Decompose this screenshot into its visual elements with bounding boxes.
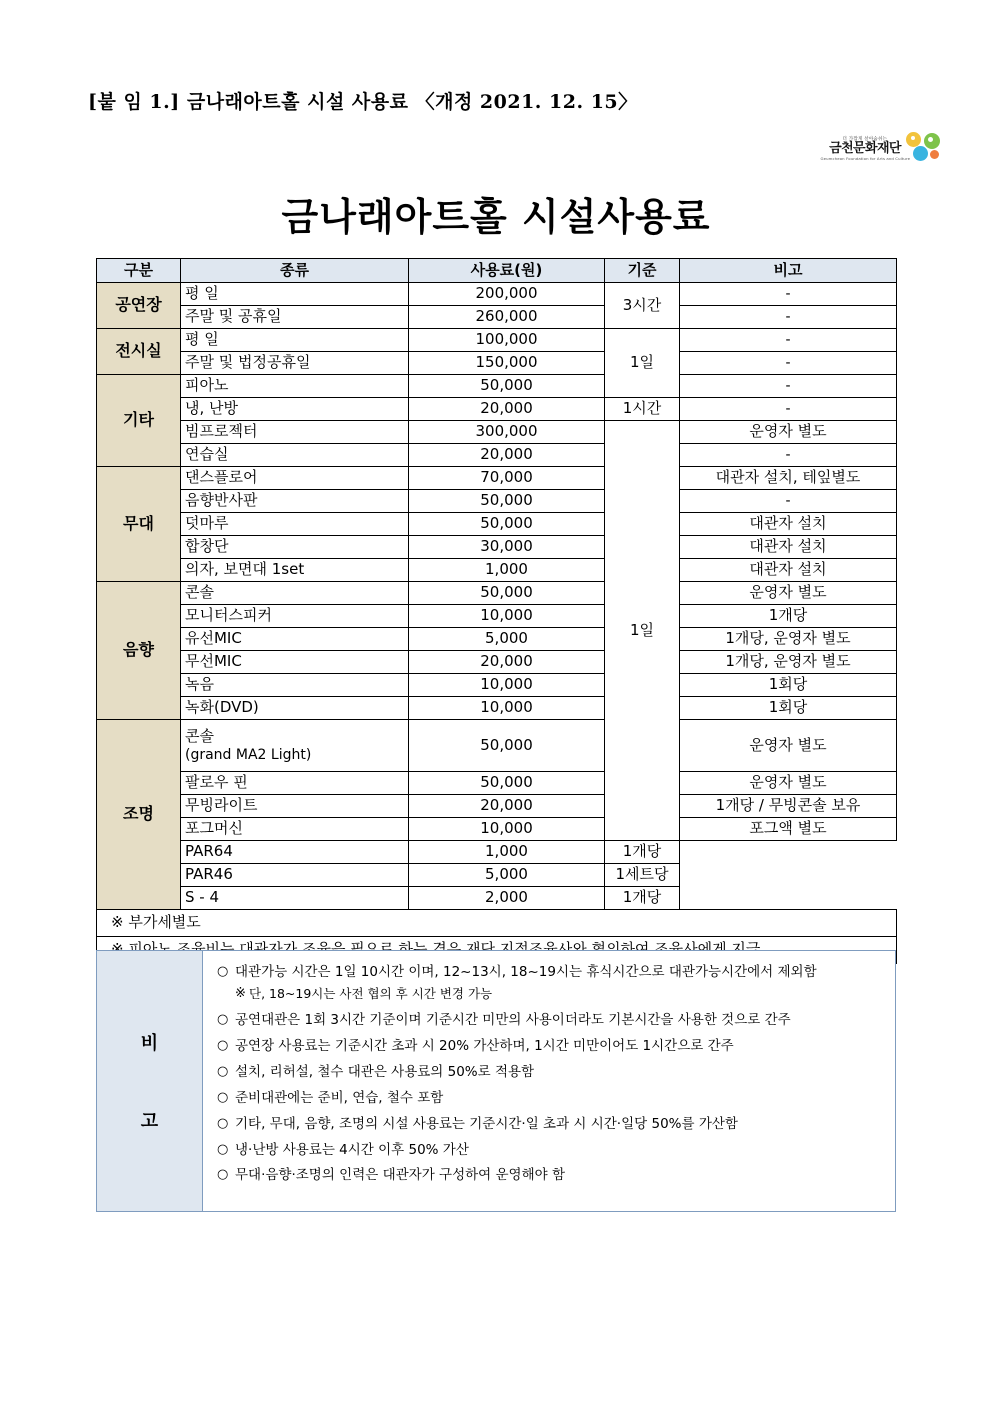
kind-cell: PAR64	[181, 841, 409, 864]
standard-cell: 1일	[605, 329, 680, 398]
table-row	[97, 605, 897, 628]
remark-item	[217, 1090, 885, 1107]
remark-item	[217, 964, 885, 981]
kind-cell: 평 일	[181, 283, 409, 306]
logo-text	[820, 136, 910, 162]
logo-tagline: 더 가깝게 살아숨쉬는	[842, 136, 888, 142]
footnote-text: ※ 부가세별도	[97, 910, 897, 937]
table-row	[97, 887, 897, 910]
kind-cell: 모니터스피커	[181, 605, 409, 628]
circle-bullet-icon: ○	[217, 1115, 229, 1131]
table-row	[97, 375, 897, 398]
remark-cell: -	[680, 329, 897, 352]
remark-cell: 1세트당	[605, 864, 680, 887]
remark-cell: 1개당	[605, 841, 680, 864]
fee-cell: 20,000	[409, 398, 605, 421]
table-row	[97, 772, 897, 795]
remark-item	[217, 1064, 885, 1081]
table-row	[97, 329, 897, 352]
remark-cell: 1개당, 운영자 별도	[680, 651, 897, 674]
category-cell: 무대	[97, 467, 181, 582]
table-row	[97, 467, 897, 490]
fee-cell: 300,000	[409, 421, 605, 444]
kind-cell: 주말 및 법정공휴일	[181, 352, 409, 375]
fee-cell: 1,000	[409, 841, 605, 864]
circle-bullet-icon: ○	[217, 1141, 229, 1157]
attachment-header-line: [붙 임 1.] 금나래아트홀 시설 사용료 〈개정 2021. 12. 15〉	[88, 91, 638, 113]
kind-cell: 콘솔	[181, 582, 409, 605]
fee-cell: 70,000	[409, 467, 605, 490]
fee-cell: 30,000	[409, 536, 605, 559]
kind-cell: 빔프로젝터	[181, 421, 409, 444]
fee-cell: 1,000	[409, 559, 605, 582]
remark-item	[217, 1167, 885, 1184]
remark-item-text: 공연대관은 1회 3시간 기준이며 기준시간 미만의 사용이더라도 기본시간을 사용한 것으로 간주	[235, 1012, 791, 1029]
table-row	[97, 864, 897, 887]
fee-cell: 10,000	[409, 697, 605, 720]
remarks-label	[97, 951, 203, 1211]
remark-cell: -	[680, 375, 897, 398]
remark-item-text: 대관가능 시간은 1일 10시간 이며, 12~13시, 18~19시는 휴식시간으로 대관가능시간에서 제외함	[235, 964, 817, 980]
remark-item-text: 단, 18~19시는 사전 협의 후 시간 변경 가능	[249, 985, 493, 1001]
table-row	[97, 674, 897, 697]
remark-item-text: 무대·음향·조명의 인력은 대관자가 구성하여 운영해야 함	[235, 1167, 565, 1184]
remarks-label-char: 비	[140, 1033, 159, 1054]
remark-item	[235, 986, 885, 1002]
column-header-remark: 비고	[680, 259, 897, 283]
remark-cell: 1회당	[680, 697, 897, 720]
category-cell: 조명	[97, 720, 181, 910]
fee-cell: 20,000	[409, 651, 605, 674]
table-row	[97, 283, 897, 306]
table-row	[97, 841, 897, 864]
fee-cell: 5,000	[409, 864, 605, 887]
column-header-standard: 기준	[605, 259, 680, 283]
table-row	[97, 559, 897, 582]
remark-cell: 1회당	[680, 674, 897, 697]
table-row	[97, 398, 897, 421]
remark-cell: 포그액 별도	[680, 818, 897, 841]
remark-cell: -	[680, 306, 897, 329]
logo-emblem-icon	[903, 132, 944, 166]
remark-cell: 운영자 별도	[680, 421, 897, 444]
remark-cell: -	[680, 398, 897, 421]
fee-cell: 150,000	[409, 352, 605, 375]
circle-bullet-icon: ○	[217, 1167, 229, 1183]
fee-cell: 50,000	[409, 375, 605, 398]
fee-cell: 2,000	[409, 887, 605, 910]
circle-bullet-icon: ○	[217, 1063, 229, 1079]
remark-item	[217, 1038, 885, 1055]
table-row	[97, 651, 897, 674]
kind-cell: 유선MIC	[181, 628, 409, 651]
table-row	[97, 628, 897, 651]
table-row	[97, 697, 897, 720]
kind-cell: 녹화(DVD)	[181, 697, 409, 720]
fee-cell: 260,000	[409, 306, 605, 329]
fee-cell: 10,000	[409, 674, 605, 697]
remark-item-text: 설치, 리허설, 철수 대관은 사용료의 50%로 적용함	[235, 1063, 535, 1080]
kind-cell: 의자, 보면대 1set	[181, 559, 409, 582]
circle-bullet-icon: ○	[217, 964, 229, 979]
remark-cell: 대관자 설치	[680, 559, 897, 582]
remarks-label-char: 고	[140, 1111, 159, 1132]
category-cell: 음향	[97, 582, 181, 720]
kind-cell: 합창단	[181, 536, 409, 559]
kind-cell: 콘솔 (grand MA2 Light)	[181, 720, 409, 772]
remarks-box	[96, 950, 896, 1212]
table-row	[97, 720, 897, 772]
remark-item	[217, 1012, 885, 1029]
remark-cell: 대관자 설치	[680, 536, 897, 559]
circle-bullet-icon: ○	[217, 1012, 229, 1028]
remark-cell: 대관자 설치	[680, 513, 897, 536]
remarks-list	[203, 951, 895, 1211]
kind-cell: 음향반사판	[181, 490, 409, 513]
remark-cell: 운영자 별도	[680, 582, 897, 605]
kind-cell: 댄스플로어	[181, 467, 409, 490]
kind-cell: S - 4	[181, 887, 409, 910]
logo-romanized: Geumcheon Foundation for Arts and Culture	[820, 156, 910, 162]
remark-cell: 운영자 별도	[680, 720, 897, 772]
kind-cell: 평 일	[181, 329, 409, 352]
table-row	[97, 795, 897, 818]
remark-cell: 1개당, 운영자 별도	[680, 628, 897, 651]
fee-cell: 10,000	[409, 605, 605, 628]
table-row	[97, 513, 897, 536]
circle-bullet-icon: ○	[217, 1038, 229, 1053]
kind-cell: 피아노	[181, 375, 409, 398]
foundation-logo	[820, 128, 944, 170]
remark-cell: 1개당	[605, 887, 680, 910]
table-row	[97, 352, 897, 375]
remark-item	[217, 1142, 885, 1159]
remark-item-text: 냉·난방 사용료는 4시간 이후 50% 가산	[235, 1141, 469, 1158]
remark-item	[217, 1116, 885, 1133]
facility-fee-table	[96, 258, 897, 964]
table-row	[97, 421, 897, 444]
standard-cell: 1시간	[605, 398, 680, 421]
fee-cell: 10,000	[409, 818, 605, 841]
remark-cell: 1개당 / 무빙콘솔 보유	[680, 795, 897, 818]
column-header-kind: 종류	[181, 259, 409, 283]
remark-cell: -	[680, 283, 897, 306]
remark-cell: -	[680, 490, 897, 513]
table-body	[97, 283, 897, 910]
kind-cell: 냉, 난방	[181, 398, 409, 421]
kind-cell: PAR46	[181, 864, 409, 887]
fee-cell: 5,000	[409, 628, 605, 651]
table-header-row	[97, 259, 897, 283]
kind-cell: 팔로우 핀	[181, 772, 409, 795]
fee-cell: 50,000	[409, 720, 605, 772]
standard-cell: 1일	[605, 421, 680, 841]
remark-cell: 대관자 설치, 테잎별도	[680, 467, 897, 490]
circle-bullet-icon: ○	[217, 1089, 229, 1105]
fee-cell: 50,000	[409, 490, 605, 513]
table-row	[97, 306, 897, 329]
table-row	[97, 582, 897, 605]
fee-cell: 50,000	[409, 772, 605, 795]
kind-cell: 주말 및 공휴일	[181, 306, 409, 329]
logo-name: 금천문화재단	[829, 141, 901, 157]
remark-item-text: 준비대관에는 준비, 연습, 철수 포함	[235, 1089, 444, 1106]
kind-cell: 무빙라이트	[181, 795, 409, 818]
footnote-row	[97, 910, 897, 937]
page-title: 금나래아트홀 시설사용료	[281, 195, 711, 239]
category-cell: 기타	[97, 375, 181, 467]
table-row	[97, 536, 897, 559]
standard-cell: 3시간	[605, 283, 680, 329]
category-cell: 공연장	[97, 283, 181, 329]
remark-cell: -	[680, 352, 897, 375]
fee-cell: 50,000	[409, 582, 605, 605]
category-cell: 전시실	[97, 329, 181, 375]
kind-cell: 무선MIC	[181, 651, 409, 674]
fee-cell: 200,000	[409, 283, 605, 306]
remark-cell: 1개당	[680, 605, 897, 628]
reference-mark-icon: ※	[235, 985, 246, 1001]
table-row	[97, 490, 897, 513]
remark-cell: 운영자 별도	[680, 772, 897, 795]
column-header-fee: 사용료(원)	[409, 259, 605, 283]
kind-cell: 포그머신	[181, 818, 409, 841]
remark-item-text: 기타, 무대, 음향, 조명의 시설 사용료는 기준시간·일 초과 시 시간·일당 50%를 가산함	[235, 1115, 738, 1132]
kind-cell: 연습실	[181, 444, 409, 467]
table-row	[97, 818, 897, 841]
fee-cell: 20,000	[409, 795, 605, 818]
fee-cell: 50,000	[409, 513, 605, 536]
table-row	[97, 444, 897, 467]
kind-cell: 덧마루	[181, 513, 409, 536]
fee-cell: 20,000	[409, 444, 605, 467]
column-header-category: 구분	[97, 259, 181, 283]
kind-cell: 녹음	[181, 674, 409, 697]
fee-cell: 100,000	[409, 329, 605, 352]
remark-item-text: 공연장 사용료는 기준시간 초과 시 20% 가산하며, 1시간 미만이어도 1시간으로 간주	[235, 1038, 734, 1054]
remark-cell: -	[680, 444, 897, 467]
